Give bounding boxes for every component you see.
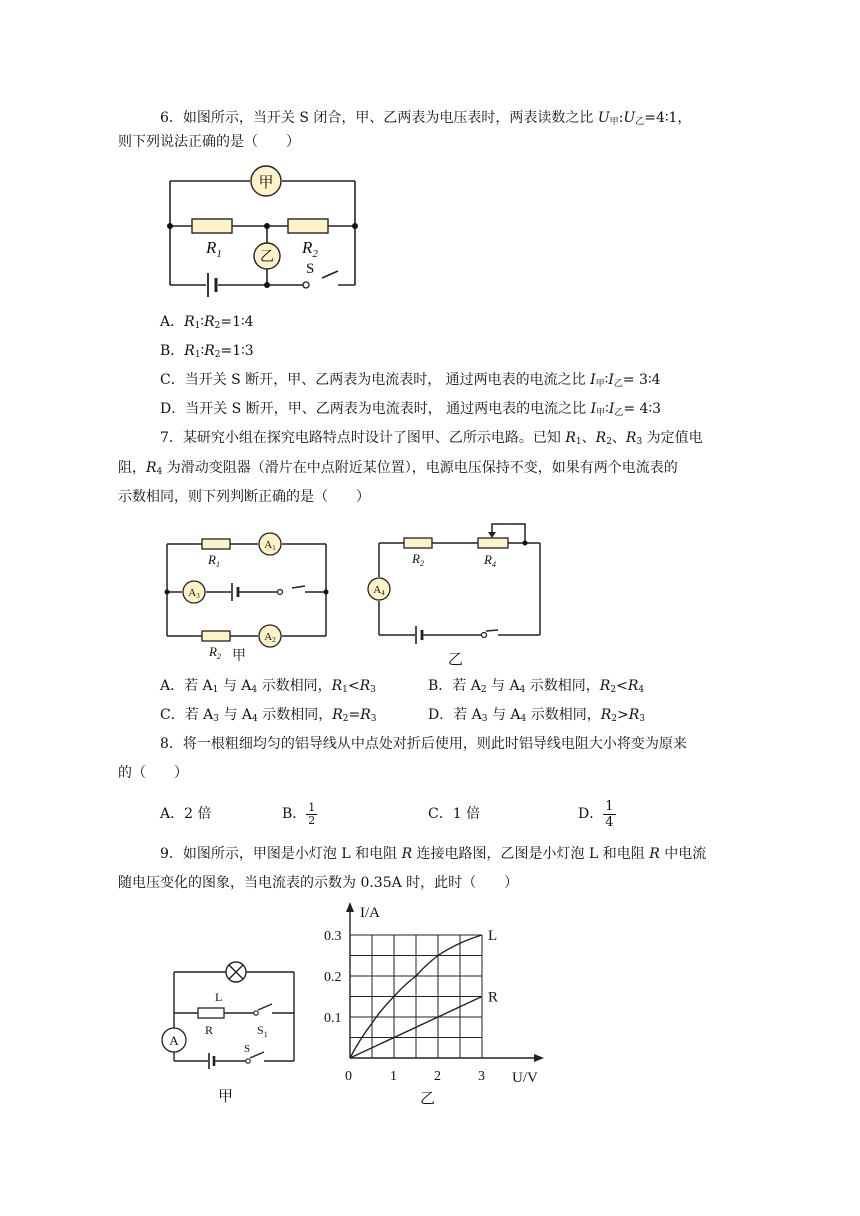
x-tick-label: 1 bbox=[390, 1069, 397, 1084]
q9-switch-label: S bbox=[244, 1043, 251, 1055]
chart-grid bbox=[350, 935, 482, 1058]
x-axis-label: U/V bbox=[512, 1070, 538, 1086]
q9-switch1-label: $S_1$ bbox=[257, 1023, 268, 1039]
q9-caption-yi: 乙 bbox=[420, 1091, 436, 1107]
q9-stem-line1: 9．如图所示，甲图是小灯泡 L 和电阻 R 连接电路图，乙图是小灯泡 L 和电阻 R 中电流 bbox=[160, 846, 707, 862]
chart-labels bbox=[324, 905, 538, 1086]
q7-option-b[interactable]: B．若 $A_2$ 与 $A_4$ 示数相同，$R_2<R_4$ bbox=[428, 678, 645, 695]
q9-caption-jia: 甲 bbox=[218, 1089, 234, 1105]
q9-resistor-label: R bbox=[205, 1023, 214, 1037]
q9-ammeter-label: A bbox=[169, 1033, 179, 1048]
q8-option-a[interactable]: A．2 倍 bbox=[160, 806, 212, 822]
q6-circuit-diagram bbox=[160, 165, 360, 300]
q8-option-c[interactable]: C．1 倍 bbox=[428, 806, 481, 822]
q7-caption-jia: 甲 bbox=[232, 649, 246, 664]
q7-circuit-jia bbox=[160, 528, 335, 668]
q8-option-d-fraction: $\frac{1}{4}$ bbox=[605, 798, 614, 830]
q7-stem-line1: 7．某研究小组在探究电路特点时设计了图甲、乙所示电路。已知 $R_1$、$R_2$、$R_3$ 为定值电 bbox=[160, 430, 703, 447]
q8-stem-line2: 的（ ） bbox=[118, 765, 188, 781]
q7-a1-label: A1 bbox=[264, 539, 276, 552]
series-label-L: L bbox=[488, 928, 498, 944]
q6-switch-label: S bbox=[306, 261, 315, 277]
y-tick-label: 0.1 bbox=[324, 1011, 342, 1026]
q7-circuit-yi bbox=[370, 520, 550, 668]
x-tick-label: 0 bbox=[345, 1069, 352, 1084]
q7-a4-label: A4 bbox=[373, 584, 385, 597]
q9-circuit-jia bbox=[158, 958, 308, 1108]
q7-stem-line2: 阻，$R_4$ 为滑动变阻器（滑片在中点附近某位置），电源电压保持不变，如果有两个电流表的 bbox=[118, 460, 678, 477]
q6-option-d[interactable]: D．当开关 S 断开，甲、乙两表为电流表时， 通过两电表的电流之比 $I_甲∶I_乙=$ 4∶3 bbox=[160, 401, 662, 418]
q7-a2-label: A2 bbox=[264, 631, 276, 644]
q6-meter-yi-label: 乙 bbox=[260, 250, 274, 265]
y-axis-arrow bbox=[346, 902, 354, 912]
q7-caption-yi: 乙 bbox=[448, 652, 464, 668]
q7-r2-yi-label: $R_2$ bbox=[412, 551, 424, 568]
q7-a3-label: A3 bbox=[188, 587, 200, 600]
q8-option-b[interactable]: B． $\frac{1}{2}$ bbox=[282, 800, 316, 827]
q6-option-a[interactable]: A．$R_1∶R_2=1∶4$ bbox=[160, 314, 254, 331]
y-axis-label: I/A bbox=[360, 905, 380, 921]
q9-lamp-label: L bbox=[215, 990, 223, 1004]
q7-r2-label: $R_2$ bbox=[209, 644, 221, 661]
q7-option-c[interactable]: C．若 $A_3$ 与 $A_4$ 示数相同，$R_2=R_3$ bbox=[160, 707, 377, 724]
q7-stem-line3: 示数相同，则下列判断正确的是（ ） bbox=[118, 489, 370, 505]
y-tick-label: 0.3 bbox=[324, 929, 342, 944]
q6-stem-line2: 则下列说法正确的是（ ） bbox=[118, 134, 300, 150]
q8-option-d[interactable]: D． $\frac{1}{4}$ bbox=[578, 798, 614, 830]
q7-option-d[interactable]: D．若 $A_3$ 与 $A_4$ 示数相同，$R_2>R_3$ bbox=[428, 707, 646, 724]
q8-option-b-fraction: $\frac{1}{2}$ bbox=[308, 800, 316, 827]
q6-option-c[interactable]: C．当开关 S 断开，甲、乙两表为电流表时， 通过两电表的电流之比 $I_甲∶I_乙=$ 3∶4 bbox=[160, 372, 661, 389]
x-tick-label: 3 bbox=[478, 1069, 485, 1084]
q6-meter-jia-label: 甲 bbox=[258, 175, 274, 191]
y-tick-label: 0.2 bbox=[324, 970, 342, 985]
q7-r4-label: $R_4$ bbox=[484, 552, 496, 569]
x-tick-label: 2 bbox=[434, 1069, 441, 1084]
q9-iv-chart bbox=[318, 900, 543, 1110]
x-axis-arrow bbox=[534, 1054, 544, 1062]
q6-r2-label: $R_2$ bbox=[302, 238, 318, 260]
series-label-R: R bbox=[488, 989, 499, 1006]
q6-r1-label: $R_1$ bbox=[206, 238, 222, 260]
q7-r1-label: $R_1$ bbox=[208, 552, 220, 569]
q6-option-b[interactable]: B．$R_1∶R_2=1∶3$ bbox=[160, 343, 254, 360]
q8-stem-line1: 8．将一根粗细均匀的铝导线从中点处对折后使用，则此时铝导线电阻大小将变为原来 bbox=[160, 736, 687, 752]
q9-stem-line2: 随电压变化的图象，当电流表的示数为 0.35A 时，此时（ ） bbox=[118, 875, 519, 891]
q7-option-a[interactable]: A．若 $A_1$ 与 $A_4$ 示数相同，$R_1<R_3$ bbox=[160, 678, 376, 695]
q6-stem-line1: 6．如图所示，当开关 S 闭合，甲、乙两表为电压表时，两表读数之比 $U_甲:U_乙=4∶1$， bbox=[160, 110, 692, 127]
